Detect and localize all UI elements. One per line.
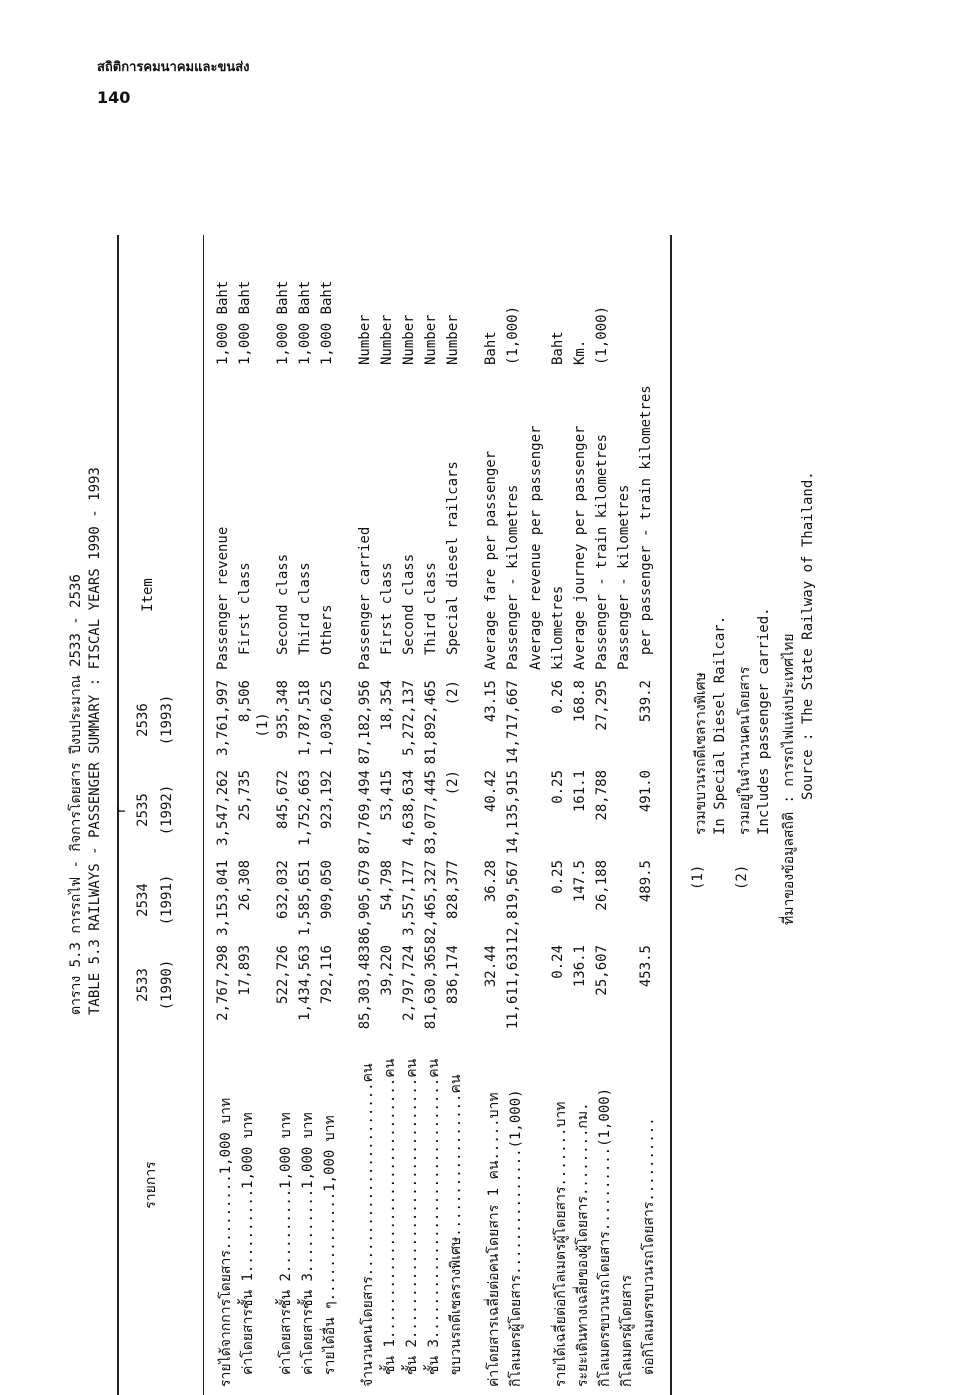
- footnote-mark: (1): [255, 712, 271, 738]
- row-value: 147.5: [572, 860, 588, 903]
- row-label-english: First class: [379, 562, 395, 655]
- row-value: 522,726: [275, 945, 291, 1005]
- row-value: 2,797,724: [401, 945, 417, 1021]
- row-value: 935,348: [275, 680, 291, 740]
- row-unit: Number: [357, 314, 373, 365]
- footnote-english: In Special Diesel Railcar.: [712, 615, 728, 835]
- row-value: 3,547,262: [215, 770, 231, 846]
- row-label-english: Passenger revenue: [215, 526, 231, 670]
- table-title-english: TABLE 5.3 RAILWAYS - PASSENGER SUMMARY : FISCAL YEARS 1990 - 1993: [87, 467, 103, 1015]
- bottom-rule: [670, 235, 672, 1395]
- row-value: 1,752,663: [297, 770, 313, 846]
- row-value: 87,182,956: [357, 680, 373, 765]
- row-label-thai: ค่าโดยสารชั้น 3..........1,000 บาท: [300, 1112, 316, 1375]
- row-value: 27,295: [594, 680, 610, 731]
- row-unit: Number: [445, 314, 461, 365]
- column-header-year-ad: (1992): [159, 784, 175, 836]
- row-value: 14,135,915: [505, 770, 521, 855]
- row-value: 86,905,679: [357, 860, 373, 945]
- row-value: 26,188: [594, 860, 610, 911]
- row-value: 3,761,997: [215, 680, 231, 756]
- revised-mark: r: [113, 805, 129, 815]
- row-value: 0.24: [550, 945, 566, 979]
- row-value: 36.28: [483, 860, 499, 903]
- row-value: 8,506: [237, 680, 253, 723]
- row-value: 87,769,494: [357, 770, 373, 855]
- row-value: 4,638,634: [401, 770, 417, 846]
- row-value: 26,308: [237, 860, 253, 911]
- row-value: 2,767,298: [215, 945, 231, 1021]
- row-unit: 1,000 Baht: [215, 280, 231, 365]
- row-label-thai: กิโลเมตรผู้โดยสาร: [619, 1274, 635, 1387]
- row-label-english: Special diesel railcars: [445, 461, 461, 655]
- row-unit: Km.: [572, 339, 588, 365]
- row-label-english-prefix: Average revenue per passenger: [528, 425, 544, 670]
- row-label-thai: รายได้จากการโดยสาร.........1,000 บาท: [218, 1097, 234, 1387]
- row-label-thai: ขบวนรถดีเซลรางพิเศษ.................คน: [448, 1074, 464, 1375]
- row-label-english: First class: [237, 562, 253, 655]
- column-header-year: 2536: [135, 703, 151, 737]
- row-unit: 1,000 Baht: [275, 280, 291, 365]
- row-label-thai: ค่าโดยสารเฉลี่ยต่อคนโดยสาร 1 คน.....บาท: [486, 1092, 502, 1387]
- column-header-year-ad: (1991): [159, 874, 175, 926]
- column-header-year: 2535: [135, 793, 151, 827]
- row-value: 81,630,365: [423, 945, 439, 1030]
- row-value: 1,030,625: [319, 680, 335, 756]
- row-unit: Number: [423, 314, 439, 365]
- row-value: 28,788: [594, 770, 610, 821]
- row-label-english: kilometres: [550, 585, 566, 670]
- table-title-thai: ตาราง 5.3 การรถไฟ - กิจการโดยสาร ปีงบประมาณ 2533 - 2536: [68, 574, 84, 1015]
- row-value: 792,116: [319, 945, 335, 1005]
- row-value: 25,735: [237, 770, 253, 821]
- row-value: 11,611,631: [505, 945, 521, 1030]
- row-value: 32.44: [483, 945, 499, 988]
- row-value: 845,672: [275, 770, 291, 830]
- row-value: 632,032: [275, 860, 291, 920]
- column-header-year: 2534: [135, 883, 151, 917]
- row-label-thai: รายได้เฉลี่ยต่อกิโลเมตรผู้โดยสาร.......บาท: [553, 1101, 569, 1387]
- footnote-mark: (2): [734, 864, 750, 890]
- row-value: 5,272,137: [401, 680, 417, 756]
- row-value: 836,174: [445, 945, 461, 1005]
- row-label-thai: กิโลเมตรขบวนรถโดยสาร..........(1,000): [597, 1087, 613, 1387]
- row-value: 168.8: [572, 680, 588, 723]
- row-value: 489.5: [638, 860, 654, 903]
- row-value: 0.26: [550, 680, 566, 714]
- row-value: 923,192: [319, 770, 335, 830]
- row-value: 43.15: [483, 680, 499, 723]
- footnote-thai: รวมขบวนรถดีเซลรางพิเศษ: [693, 672, 709, 835]
- row-unit: (1,000): [505, 305, 521, 365]
- source-english: Source : The State Railway of Thailand.: [800, 471, 816, 800]
- source-thai: ที่มาของข้อมูลสถิติ : การรถไฟแห่งประเทศไทย: [781, 633, 797, 925]
- row-value: 18,354: [379, 680, 395, 731]
- row-value: 14,717,667: [505, 680, 521, 765]
- row-label-english: Passenger - train kilometres: [594, 433, 610, 670]
- row-unit: Number: [401, 314, 417, 365]
- row-label-english: Third class: [423, 562, 439, 655]
- row-value: 3,557,177: [401, 860, 417, 936]
- row-value: 39,220: [379, 945, 395, 996]
- column-header-item-english: Item: [140, 578, 156, 612]
- row-label-english: Passenger - kilometres: [505, 484, 521, 670]
- row-unit: Baht: [483, 331, 499, 365]
- row-value: 1,787,518: [297, 680, 313, 756]
- row-value: 40.42: [483, 770, 499, 813]
- row-value: 828,377: [445, 860, 461, 920]
- footnote-english: Includes passenger carried.: [756, 607, 772, 835]
- row-value: 1,434,563: [297, 945, 313, 1021]
- footnote-thai: รวมอยู่ในจำนวนคนโดยสาร: [737, 666, 753, 835]
- row-value: 909,050: [319, 860, 335, 920]
- row-value: 83,077,445: [423, 770, 439, 855]
- row-value: 491.0: [638, 770, 654, 813]
- row-value: (2): [445, 770, 461, 796]
- row-unit: (1,000): [594, 305, 610, 365]
- row-label-thai: ระยะเดินทางเฉลี่ยของผู้โดยสาร........กม.: [575, 1102, 591, 1387]
- row-value: 85,303,483: [357, 945, 373, 1030]
- row-value: 453.5: [638, 945, 654, 988]
- footnote-mark: (1): [690, 864, 706, 890]
- row-label-english: Others: [319, 604, 335, 655]
- row-label-thai: ต่อกิโลเมตรขบวนรถโดยสาร..........: [641, 1117, 657, 1375]
- row-value: 54,798: [379, 860, 395, 911]
- row-value: 539.2: [638, 680, 654, 723]
- row-value: 1,585,651: [297, 860, 313, 936]
- row-label-thai: ชั้น 2...............................คน: [404, 1058, 420, 1375]
- row-value: 81,892,465: [423, 680, 439, 765]
- row-label-english: Average journey per passenger: [572, 425, 588, 670]
- column-header-item-thai: รายการ: [143, 1161, 159, 1209]
- section-title: สถิติการคมนาคมและขนส่ง: [97, 60, 250, 75]
- column-header-year-ad: (1993): [159, 694, 175, 746]
- row-value: 0.25: [550, 770, 566, 804]
- row-value: 0.25: [550, 860, 566, 894]
- row-label-thai: กิโลเมตรผู้โดยสาร...............(1,000): [508, 1089, 524, 1387]
- page-number: 140: [97, 88, 131, 107]
- row-label-english: Second class: [401, 553, 417, 655]
- row-unit: Number: [379, 314, 395, 365]
- row-unit: 1,000 Baht: [237, 280, 253, 365]
- row-value: 17,893: [237, 945, 253, 996]
- header-rule: [203, 235, 204, 1395]
- row-label-thai: ชั้น 1...............................คน: [382, 1058, 398, 1375]
- row-label-english: Second class: [275, 553, 291, 655]
- column-header-year: 2533: [135, 968, 151, 1002]
- row-label-thai: ค่าโดยสารชั้น 1..........1,000 บาท: [240, 1112, 256, 1375]
- row-value: 161.1: [572, 770, 588, 813]
- column-header-year-ad: (1990): [159, 959, 175, 1011]
- row-label-english: per passenger - train kilometres: [638, 385, 654, 655]
- row-value: 25,607: [594, 945, 610, 996]
- row-label-thai: ชั้น 3...............................คน: [426, 1058, 442, 1375]
- row-label-english: Passenger carried: [357, 526, 373, 670]
- row-unit: 1,000 Baht: [319, 280, 335, 365]
- row-label-english: Third class: [297, 562, 313, 655]
- rotated-table-page: [65, 235, 816, 1395]
- row-label-english: Passenger - kilometres: [616, 484, 632, 670]
- row-value: (2): [445, 680, 461, 706]
- row-value: 82,465,327: [423, 860, 439, 945]
- row-unit: 1,000 Baht: [297, 280, 313, 365]
- row-unit: Baht: [550, 331, 566, 365]
- row-label-thai: จำนวนคนโดยสาร.......................คน: [360, 1063, 376, 1387]
- row-value: 12,819,567: [505, 860, 521, 945]
- row-value: 3,153,041: [215, 860, 231, 936]
- row-label-english: Average fare per passenger: [483, 450, 499, 670]
- row-value: 53,415: [379, 770, 395, 821]
- row-label-thai: ค่าโดยสารชั้น 2..........1,000 บาท: [278, 1112, 294, 1375]
- row-value: 136.1: [572, 945, 588, 988]
- row-label-thai: รายได้อื่น ๆ.............1,000 บาท: [322, 1115, 338, 1375]
